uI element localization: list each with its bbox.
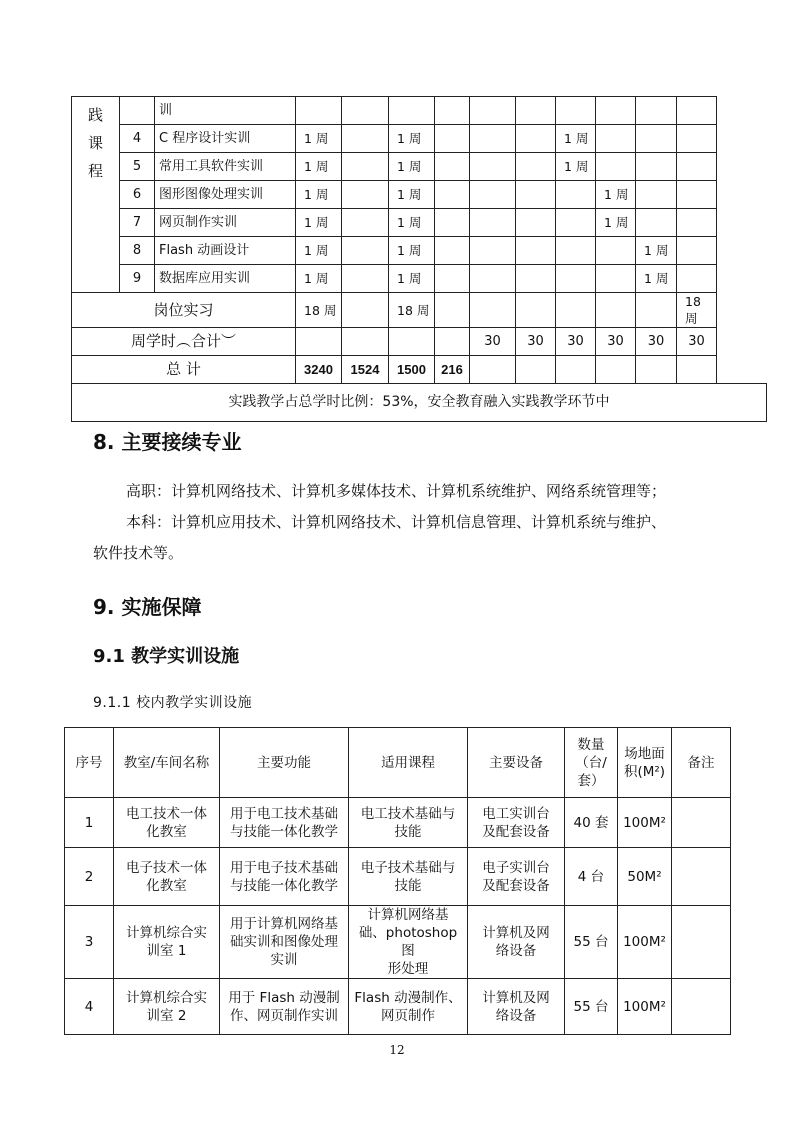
cell-line: 形处理 [387,961,429,977]
practice-row-cell: 1 周 [296,265,342,293]
facility-area: 100M² [618,798,672,848]
section-9-heading: 9. 实施保障 [93,595,202,619]
facility-function [220,906,349,979]
practice-row-name: C 程序设计实训 [155,125,296,153]
section-8-heading: 8. 主要接续专业 [93,430,242,454]
weekly-hours-row-label: 周学时︵合计︶ [72,328,296,356]
category-char: 程 [87,162,103,180]
total-row-label: 总 计 [72,356,296,384]
facility-course [349,906,468,979]
weekly-hours-row-cell [435,328,470,356]
practice-row-cell [596,265,636,293]
total-row-cell [556,356,596,384]
internship-row-cell: 18 周 [296,293,342,328]
facility-table-header-row [65,728,731,798]
weekly-hours-row-cell [389,328,435,356]
facility-no: 2 [65,848,114,906]
practice-row-cell [296,97,342,125]
practice-row-cell: 1 周 [296,181,342,209]
practice-row [72,209,767,237]
practice-row-name: 图形图像处理实训 [155,181,296,209]
weekly-hours-row [72,328,767,356]
facility-row [65,848,731,906]
facility-room [114,979,220,1035]
practice-row-cell [435,153,470,181]
practice-row-cell [516,209,556,237]
facility-area: 50M² [618,848,672,906]
header-function: 主要功能 [220,728,349,798]
practice-row-cell [389,97,435,125]
internship-row-cell [596,293,636,328]
header-quantity-line2: （台/ [575,754,607,771]
practice-row-cell: 1 周 [389,125,435,153]
cell-line: 训室 1 [146,943,187,959]
practice-row-cell: 1 周 [596,209,636,237]
cell-line: 电子技术一体 [126,859,207,876]
total-row-cell [596,356,636,384]
practice-row-cell: 1 周 [596,181,636,209]
facility-quantity: 55 台 [565,906,618,979]
practice-row-no: 9 [120,265,155,293]
cell-line: 络设备 [495,943,537,959]
facility-no: 1 [65,798,114,848]
cell-line: 作、网页制作实训 [230,1007,338,1024]
practice-row-cell [435,209,470,237]
practice-row-cell [596,153,636,181]
cell-line: 电工实训台 [482,805,550,822]
practice-row-no: 7 [120,209,155,237]
practice-row-cell [596,237,636,265]
total-row-cell [470,356,516,384]
practice-row-name: 网页制作实训 [155,209,296,237]
practice-row-cell [435,125,470,153]
facility-area: 100M² [618,906,672,979]
weekly-hours-row-cell [342,328,389,356]
practice-row-cell: 1 周 [389,209,435,237]
weekly-hours-row-cell: 30 [516,328,556,356]
category-cell [72,97,120,293]
practice-row-cell [435,237,470,265]
total-row-cell: 1500 [389,356,435,384]
cell-line: 计算机及网 [482,925,550,941]
facility-remark [672,848,731,906]
note-row [72,384,767,422]
practice-row-cell: 1 周 [636,265,677,293]
total-row-cell: 3240 [296,356,342,384]
cell-line: 络设备 [495,1007,537,1024]
weekly-hours-row-cell: 30 [596,328,636,356]
practice-row-cell: 1 周 [296,209,342,237]
practice-row-cell [470,97,516,125]
practice-row-cell [516,181,556,209]
practice-row-cell [342,181,389,209]
weekly-hours-row-cell [296,328,342,356]
total-row-cell [636,356,677,384]
facility-course [349,798,468,848]
practice-row-cell [556,181,596,209]
practice-row-cell [435,181,470,209]
cell-line: 与技能一体化教学 [230,877,338,894]
total-row-cell: 1524 [342,356,389,384]
practice-row-cell: 1 周 [389,181,435,209]
practice-course-table [71,96,767,422]
cell-line: 电工技术一体 [126,805,207,822]
practice-row-cell [516,125,556,153]
facility-remark [672,906,731,979]
practice-row-name: 训 [155,97,296,125]
practice-row-cell [435,265,470,293]
cell-line: 础实训和图像处理 [230,934,338,950]
practice-row-cell [556,209,596,237]
facility-course [349,979,468,1035]
header-no: 序号 [65,728,114,798]
cell-line: 用于计算机网络基 [230,916,338,932]
practice-row-cell: 1 周 [296,125,342,153]
practice-row-cell [516,97,556,125]
practice-row-cell [342,265,389,293]
practice-row-name: Flash 动画设计 [155,237,296,265]
practice-row-cell [677,237,717,265]
practice-row-cell [677,153,717,181]
internship-row-cell [435,293,470,328]
practice-row-cell [556,97,596,125]
practice-row [72,265,767,293]
cell-line: 用于电工技术基础 [230,805,338,822]
practice-note: 实践教学占总学时比例：53%，安全教育融入实践教学环节中 [72,384,767,422]
cell-line: 础、photoshop 图 [358,925,458,959]
header-area [618,728,672,798]
practice-row-cell: 1 周 [389,265,435,293]
cell-line: 电子实训台 [482,859,550,876]
practice-row-cell [470,265,516,293]
practice-row-no: 5 [120,153,155,181]
cell-line: 技能 [394,823,422,840]
facility-equipment [468,906,565,979]
practice-row-no: 6 [120,181,155,209]
practice-row-cell [342,153,389,181]
header-quantity-line1: 数量 [577,736,605,753]
practice-row-cell [636,153,677,181]
internship-row-cell [470,293,516,328]
practice-row-name: 数据库应用实训 [155,265,296,293]
practice-row-cell: 1 周 [636,237,677,265]
category-char: 践 [87,106,103,124]
cell-line: Flash 动漫制作、 [354,989,462,1006]
practice-row-cell [470,209,516,237]
practice-row [72,125,767,153]
facility-quantity: 40 套 [565,798,618,848]
facility-table [64,727,731,1035]
practice-row-cell [516,153,556,181]
internship-row-cell [556,293,596,328]
internship-row-label: 岗位实习 [72,293,296,328]
practice-row-cell [636,125,677,153]
section-8-paragraph-undergrad-cont: 软件技术等。 [93,544,184,562]
facility-course [349,848,468,906]
practice-row-no: 8 [120,237,155,265]
cell-line: 计算机综合实 [126,925,207,941]
facility-remark [672,798,731,848]
practice-row [72,97,767,125]
practice-row-cell [342,237,389,265]
section-8-paragraph-vocational: 高职：计算机网络技术、计算机多媒体技术、计算机系统维护、网络系统管理等； [126,482,667,500]
header-course: 适用课程 [349,728,468,798]
practice-row-no: 4 [120,125,155,153]
practice-row-cell: 1 周 [296,153,342,181]
facility-function [220,979,349,1035]
facility-function [220,848,349,906]
practice-row-cell [470,153,516,181]
weekly-hours-row-cell: 30 [636,328,677,356]
practice-row-cell [435,97,470,125]
header-quantity-line3: 套） [577,772,605,789]
total-row [72,356,767,384]
practice-row-cell [342,125,389,153]
practice-row-cell [342,97,389,125]
header-quantity [565,728,618,798]
total-row-cell [677,356,717,384]
facility-room [114,906,220,979]
facility-equipment [468,979,565,1035]
header-area-line2: 积(M²) [623,763,666,780]
practice-row-cell [596,125,636,153]
practice-row-cell: 1 周 [556,153,596,181]
cell-line: 及配套设备 [482,823,550,840]
facility-equipment [468,848,565,906]
facility-no: 4 [65,979,114,1035]
header-area-line1: 场地面 [624,745,665,762]
internship-row [72,293,767,328]
practice-row [72,237,767,265]
practice-row-cell [677,125,717,153]
cell-line: 化教室 [146,823,187,840]
practice-row-cell [636,209,677,237]
practice-row-cell: 1 周 [389,153,435,181]
practice-row-cell [636,181,677,209]
practice-row-cell [677,209,717,237]
facility-no: 3 [65,906,114,979]
practice-row-cell [677,97,717,125]
header-equipment: 主要设备 [468,728,565,798]
internship-row-cell [516,293,556,328]
cell-line: 化教室 [146,877,187,894]
cell-line: 技能 [394,877,422,894]
practice-row-cell [596,97,636,125]
practice-row-cell [556,237,596,265]
internship-row-cell: 18 周 [389,293,435,328]
facility-row [65,979,731,1035]
facility-room [114,798,220,848]
cell-line: 电工技术基础与 [360,805,456,822]
internship-row-cell [636,293,677,328]
header-remark: 备注 [672,728,731,798]
weekly-hours-row-cell: 30 [677,328,717,356]
section-9-1-1-heading: 9.1.1 校内教学实训设施 [93,695,253,711]
facility-quantity: 4 台 [565,848,618,906]
total-row-cell [516,356,556,384]
cell-line: 网页制作 [381,1007,435,1024]
cell-line: 及配套设备 [482,877,550,894]
practice-row-cell: 1 周 [389,237,435,265]
cell-line: 与技能一体化教学 [230,823,338,840]
practice-row-cell: 1 周 [296,237,342,265]
weekly-hours-row-cell: 30 [556,328,596,356]
practice-row-cell [470,181,516,209]
cell-line: 计算机及网 [482,989,550,1006]
total-row-cell: 216 [435,356,470,384]
facility-remark [672,979,731,1035]
cell-line: 电子技术基础与 [360,859,456,876]
facility-row [65,798,731,848]
weekly-hours-row-cell: 30 [470,328,516,356]
facility-equipment [468,798,565,848]
practice-row-cell [636,97,677,125]
facility-quantity: 55 台 [565,979,618,1035]
practice-row [72,181,767,209]
practice-row-cell [677,181,717,209]
facility-room [114,848,220,906]
practice-row-cell [516,237,556,265]
cell-line: 实训 [270,952,298,968]
facility-function [220,798,349,848]
cell-line: 计算机网络基 [367,907,449,923]
practice-row-cell: 1 周 [556,125,596,153]
category-char: 课 [87,134,103,152]
cell-line: 用于 Flash 动漫制 [228,989,340,1006]
facility-area: 100M² [618,979,672,1035]
section-8-paragraph-undergrad: 本科：计算机应用技术、计算机网络技术、计算机信息管理、计算机系统与维护、 [126,513,667,531]
header-room: 教室/车间名称 [114,728,220,798]
practice-row-cell [342,209,389,237]
practice-row-cell [556,265,596,293]
practice-row-no [120,97,155,125]
practice-row [72,153,767,181]
practice-row-cell [516,265,556,293]
practice-row-name: 常用工具软件实训 [155,153,296,181]
page-number: 12 [389,1043,405,1057]
practice-row-cell [677,265,717,293]
internship-row-cell: 18 周 [677,293,717,328]
practice-row-cell [470,125,516,153]
facility-row [65,906,731,979]
section-9-1-heading: 9.1 教学实训设施 [93,646,240,667]
internship-row-cell [342,293,389,328]
cell-line: 用于电子技术基础 [230,859,338,876]
cell-line: 计算机综合实 [126,989,207,1006]
practice-row-cell [470,237,516,265]
cell-line: 训室 2 [146,1007,187,1024]
